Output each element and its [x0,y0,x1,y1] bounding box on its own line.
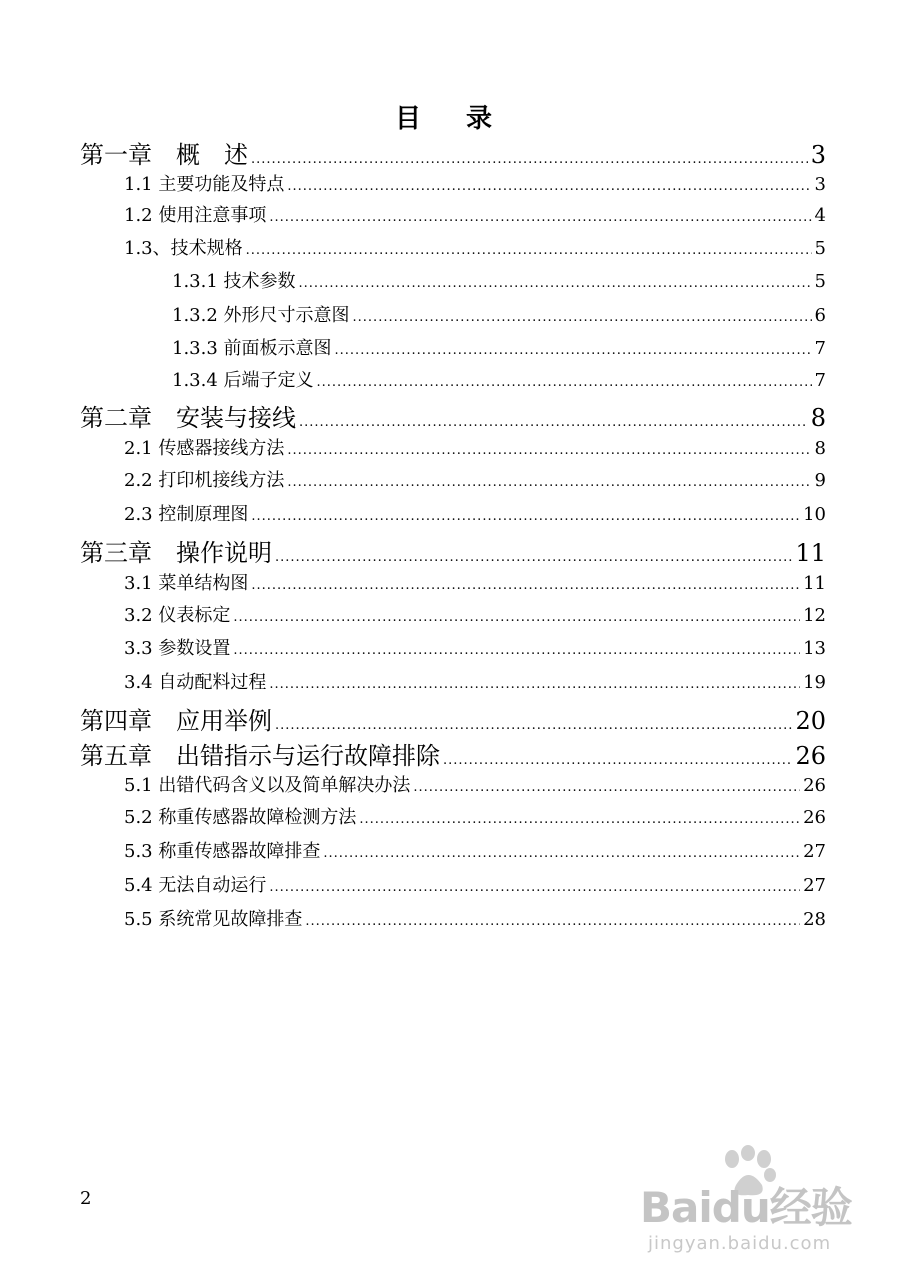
toc-entry [124,634,826,662]
toc-entry-label: 1.3.4 后端子定义 [172,370,314,391]
toc-entry-page: 13 [803,638,826,659]
toc-entry [80,701,826,735]
toc-entry-page: 12 [803,605,826,626]
toc-entry-label: 1.3、技术规格 [124,238,243,259]
toc-leader-dots [323,846,800,861]
watermark-logo: Baidu经验 [640,1183,852,1232]
toc-leader-dots [299,415,808,430]
toc-entry [124,771,826,799]
toc-entry-page: 3 [814,174,826,195]
toc-entry [124,803,826,831]
toc-entry-label: 3.3 参数设置 [124,638,231,659]
toc-entry [124,569,826,597]
toc-entry [124,668,826,696]
toc-leader-dots [287,475,811,490]
toc-entry-label: 3.2 仪表标定 [124,605,231,626]
toc-entry-label: 第一章 概 述 [80,141,248,169]
toc-entry-label: 1.3.3 前面板示意图 [172,338,332,359]
toc-entry-label: 5.1 出错代码含义以及简单解决办法 [124,775,411,796]
toc-entry-page: 26 [803,775,826,796]
toc-leader-dots [359,812,800,827]
toc-entry-label: 5.4 无法自动运行 [124,875,267,896]
toc-entry-page: 6 [814,305,826,326]
toc-entry-page: 8 [810,404,826,432]
toc-entry-page: 4 [814,205,826,226]
toc-entry-page: 27 [803,875,826,896]
toc-entry-page: 26 [803,807,826,828]
toc-leader-dots [305,914,800,929]
toc-entry-page: 28 [803,909,826,930]
toc-entry-page: 9 [814,470,826,491]
toc-leader-dots [233,643,800,658]
toc-title: 目 录 [394,104,511,134]
toc-entry [124,837,826,865]
toc-entry [124,466,826,494]
toc-entry-label: 第四章 应用举例 [80,707,272,735]
toc-leader-dots [275,718,792,733]
toc-entry [124,170,826,198]
toc-entry-label: 3.1 菜单结构图 [124,573,249,594]
toc-leader-dots [413,780,800,795]
toc-leader-dots [317,375,812,390]
toc-entry-label: 3.4 自动配料过程 [124,672,267,693]
toc-entry-page: 10 [803,504,826,525]
toc-leader-dots [287,179,811,194]
toc-leader-dots [233,610,800,625]
toc-entry [172,334,826,362]
toc-entry-label: 第五章 出错指示与运行故障排除 [80,742,440,770]
toc-entry [124,601,826,629]
toc-entry-page: 11 [795,539,826,567]
toc-entry-label: 第三章 操作说明 [80,539,272,567]
toc-entry [80,533,826,567]
toc-leader-dots [443,753,792,768]
toc-entry-page: 27 [803,841,826,862]
toc-entry-label: 5.3 称重传感器故障排查 [124,841,321,862]
toc-entry [124,234,826,262]
toc-entry-page: 26 [795,742,826,770]
toc-entry-label: 1.2 使用注意事项 [124,205,267,226]
toc-entry-page: 7 [814,370,826,391]
toc-entry [172,366,826,394]
toc-entry-page: 19 [803,672,826,693]
toc-entry-label: 2.1 传感器接线方法 [124,438,285,459]
toc-leader-dots [287,443,811,458]
page-number: 2 [80,1188,92,1209]
toc-entry [80,736,826,770]
toc-entry-page: 20 [795,707,826,735]
toc-leader-dots [269,677,800,692]
toc-entry [80,398,826,432]
toc-entry-label: 第二章 安装与接线 [80,404,296,432]
toc-entry-page: 5 [814,238,826,259]
toc-entry-label: 1.3.2 外形尺寸示意图 [172,305,350,326]
toc-leader-dots [299,276,812,291]
toc-leader-dots [269,210,811,225]
toc-entry [172,301,826,329]
toc-entry [124,434,826,462]
toc-entry-label: 5.2 称重传感器故障检测方法 [124,807,357,828]
toc-leader-dots [269,880,800,895]
watermark-url: jingyan.baidu.com [648,1233,832,1254]
toc-leader-dots [251,578,800,593]
toc-entry-label: 5.5 系统常见故障排查 [124,909,303,930]
toc-entry-label: 1.3.1 技术参数 [172,271,296,292]
toc-entry-page: 11 [803,573,826,594]
toc-leader-dots [246,243,812,258]
toc-entry-label: 2.2 打印机接线方法 [124,470,285,491]
toc-entry [124,905,826,933]
toc-entry-page: 3 [810,141,826,169]
watermark [640,1145,870,1255]
toc-entry-label: 1.1 主要功能及特点 [124,174,285,195]
toc-entry-page: 5 [814,271,826,292]
toc-entry-label: 2.3 控制原理图 [124,504,249,525]
toc-entry [124,871,826,899]
toc-entry-page: 7 [814,338,826,359]
toc-leader-dots [251,152,808,167]
toc-leader-dots [275,550,792,565]
toc-entry [80,135,826,169]
toc-leader-dots [251,509,800,524]
toc-entry-page: 8 [814,438,826,459]
toc-leader-dots [335,343,812,358]
toc-entry [124,201,826,229]
toc-leader-dots [353,310,812,325]
toc-entry [172,267,826,295]
toc-entry [124,500,826,528]
